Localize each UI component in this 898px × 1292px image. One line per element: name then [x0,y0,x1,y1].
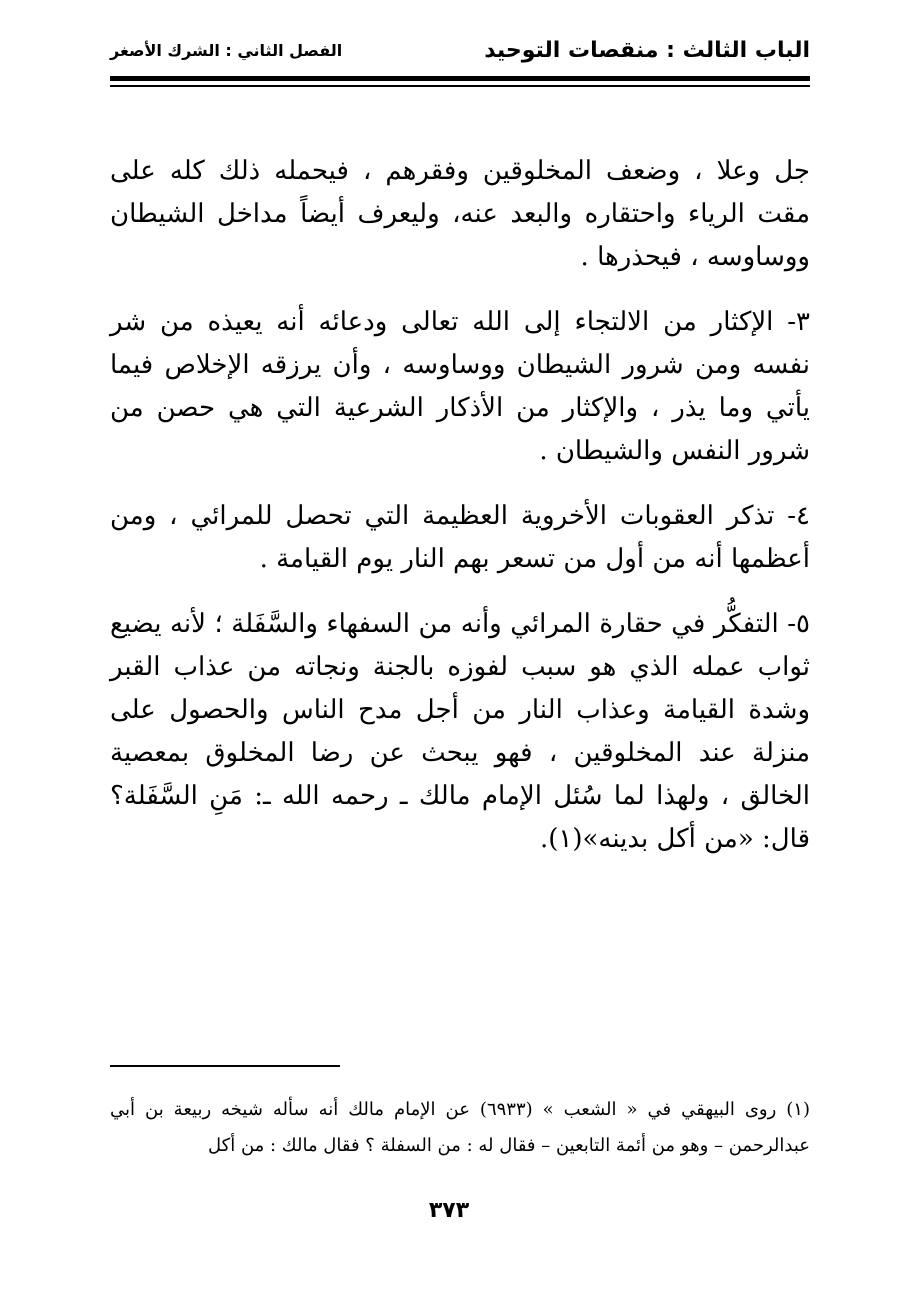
footnote-separator [110,1065,340,1067]
paragraph-3: ٤- تذكر العقوبات الأخروية العظيمة التي تحصل للمرائي ، ومن أعظمها أنه من أول من تسعر بهم النار يوم القيامة . [110,501,810,574]
running-header [110,30,810,70]
paragraph-4: ٥- التفكُّر في حقارة المرائي وأنه من السفهاء والسَّفَلة ؛ لأنه يضيع ثواب عمله الذي هو سبب لفوزه بالجنة ونجاته من عذاب القبر وشدة القيامة وعذاب النار من أجل مدح الناس والحصول على منزلة عند المخلوقين ، فهو يبحث عن رضا المخلوق بمعصية الخالق ، ولهذا لما سُئل الإمام مالك ـ رحمه الله ـ: مَنِ السَّفَلة؟ قال: «من أكل بدينه»(١). [110,609,810,854]
header-rule-thick [110,76,810,81]
header-rule-thin [110,85,810,87]
body-text [110,150,810,883]
paragraph-1: جل وعلا ، وضعف المخلوقين وفقرهم ، فيحمله ذلك كله على مقت الرياء واحتقاره والبعد عنه، وليعرف أيضاً مداخل الشيطان ووساوسه ، فيحذرها . [110,156,810,272]
section-title: الفصل الثاني : الشرك الأصغر [110,40,343,60]
chapter-title: الباب الثالث : منقصات التوحيد [484,37,810,63]
page-number: ٣٧٣ [428,1198,470,1223]
footnote-text: (١) روى البيهقي في « الشعب » (٦٩٣٣) عن الإمام مالك أنه سأله شيخه ربيعة بن أبي عبدالرحمن – وهو من أئمة التابعين – فقال له : من السفلة ؟ فقال مالك : من أكل [110,1099,810,1156]
paragraph-2: ٣- الإكثار من الالتجاء إلى الله تعالى ودعائه أنه يعيذه من شر نفسه ومن شرور الشيطان ووساوسه ، وأن يرزقه الإخلاص فيما يأتي وما يذر ، والإكثار من الأذكار الشرعية التي هي حصن من شرور النفس والشيطان . [110,307,810,466]
footnote [110,1092,810,1164]
